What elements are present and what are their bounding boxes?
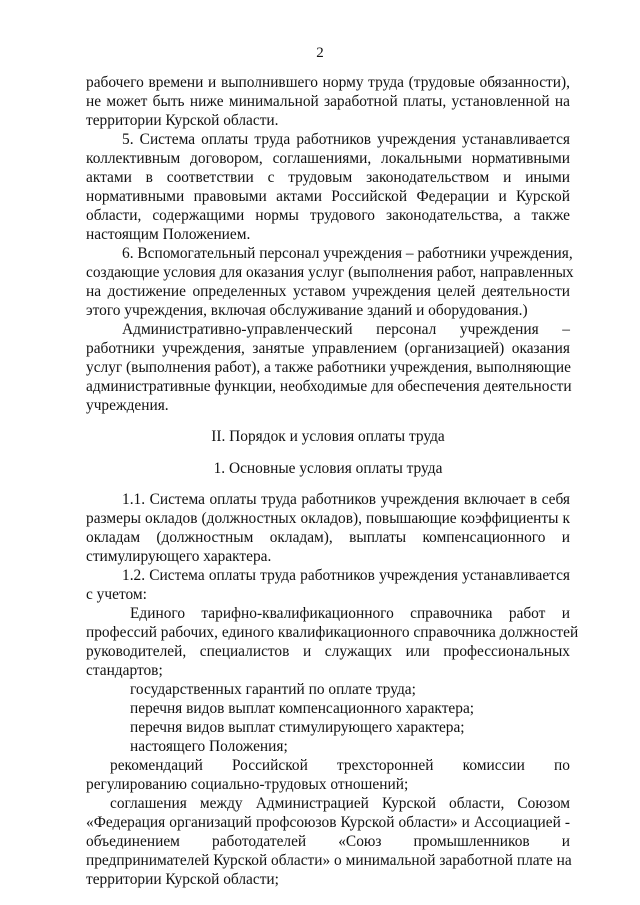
text-line: профессий рабочих, единого квалификационного справочника должностей [86, 624, 579, 641]
text-line: настоящим Положением. [86, 226, 251, 243]
text-line: окладам (должностным окладам), выплаты компенсационного и [86, 529, 570, 546]
list-item: рекомендаций Российской трехсторонней комиссии по [110, 757, 570, 774]
text-line: «Федерация организаций профсоюзов Курской области» и Ассоциацией - [86, 814, 570, 831]
text-line: стимулирующего характера. [86, 548, 272, 565]
text-line: рабочего времени и выполнившего норму труда (трудовые обязанности), [86, 74, 570, 91]
text-line: территории Курской области. [86, 112, 279, 129]
list-item: государственных гарантий по оплате труда; [130, 681, 416, 698]
text-line: этого учреждения, включая обслуживание зданий и оборудования.) [86, 302, 528, 319]
subsection-heading: 1. Основные условия оплаты труда [213, 460, 443, 477]
paragraph-5-line: 5. Система оплаты труда работников учреждения устанавливается [122, 131, 570, 148]
text-line: работники учреждения, занятые управлением (организацией) оказания [86, 340, 570, 357]
clause-1-1-line: 1.1. Система оплаты труда работников учреждения включает в себя [122, 491, 570, 508]
text-line: на достижение определенных уставом учреждения целей деятельности [86, 283, 570, 300]
text-line: не может быть ниже минимальной заработной платы, установленной на [86, 93, 570, 110]
text-line: области, содержащими нормы трудового законодательства, а также [86, 207, 570, 224]
text-line: размеры окладов (должностных окладов), повышающие коэффициенты к [86, 510, 570, 527]
list-item: перечня видов выплат компенсационного характера; [130, 700, 475, 717]
text-line: территории Курской области; [86, 871, 279, 888]
list-item: настоящего Положения; [130, 738, 288, 755]
text-line: услуг (выполнения работ), а также работники учреждения, выполняющие [86, 359, 571, 376]
text-line: создающие условия для оказания услуг (выполнения работ, направленных [86, 264, 574, 281]
text-line: с учетом: [86, 586, 147, 603]
text-line: актами в соответствии с трудовым законодательством и иными [86, 169, 570, 186]
text-line: коллективным договором, соглашениями, локальными нормативными [86, 150, 570, 167]
text-line: объединением работодателей «Союз промышленников и [86, 833, 570, 850]
text-line: административные функции, необходимые для обеспечения деятельности [86, 378, 572, 395]
list-item: перечня видов выплат стимулирующего характера; [130, 719, 465, 736]
section-heading: II. Порядок и условия оплаты труда [211, 428, 445, 445]
paragraph-6-line: 6. Вспомогательный персонал учреждения – работники учреждения, [122, 245, 573, 262]
text-line: руководителей, специалистов и служащих или профессиональных [86, 643, 570, 660]
list-item: соглашения между Администрацией Курской области, Союзом [110, 795, 570, 812]
clause-1-2-line: 1.2. Система оплаты труда работников учреждения устанавливается [122, 567, 570, 584]
text-line: регулированию социально-трудовых отношений; [86, 776, 409, 793]
text-line: Административно-управленческий персонал учреждения – [122, 321, 570, 338]
text-line: предпринимателей Курской области» о минимальной заработной плате на [86, 852, 572, 869]
text-line: Единого тарифно-квалификационного справочника работ и [130, 605, 570, 622]
page-number: 2 [316, 45, 324, 61]
text-line: нормативными правовыми актами Российской Федерации и Курской [86, 188, 570, 205]
text-line: учреждения. [86, 397, 169, 414]
text-line: стандартов; [86, 662, 163, 679]
